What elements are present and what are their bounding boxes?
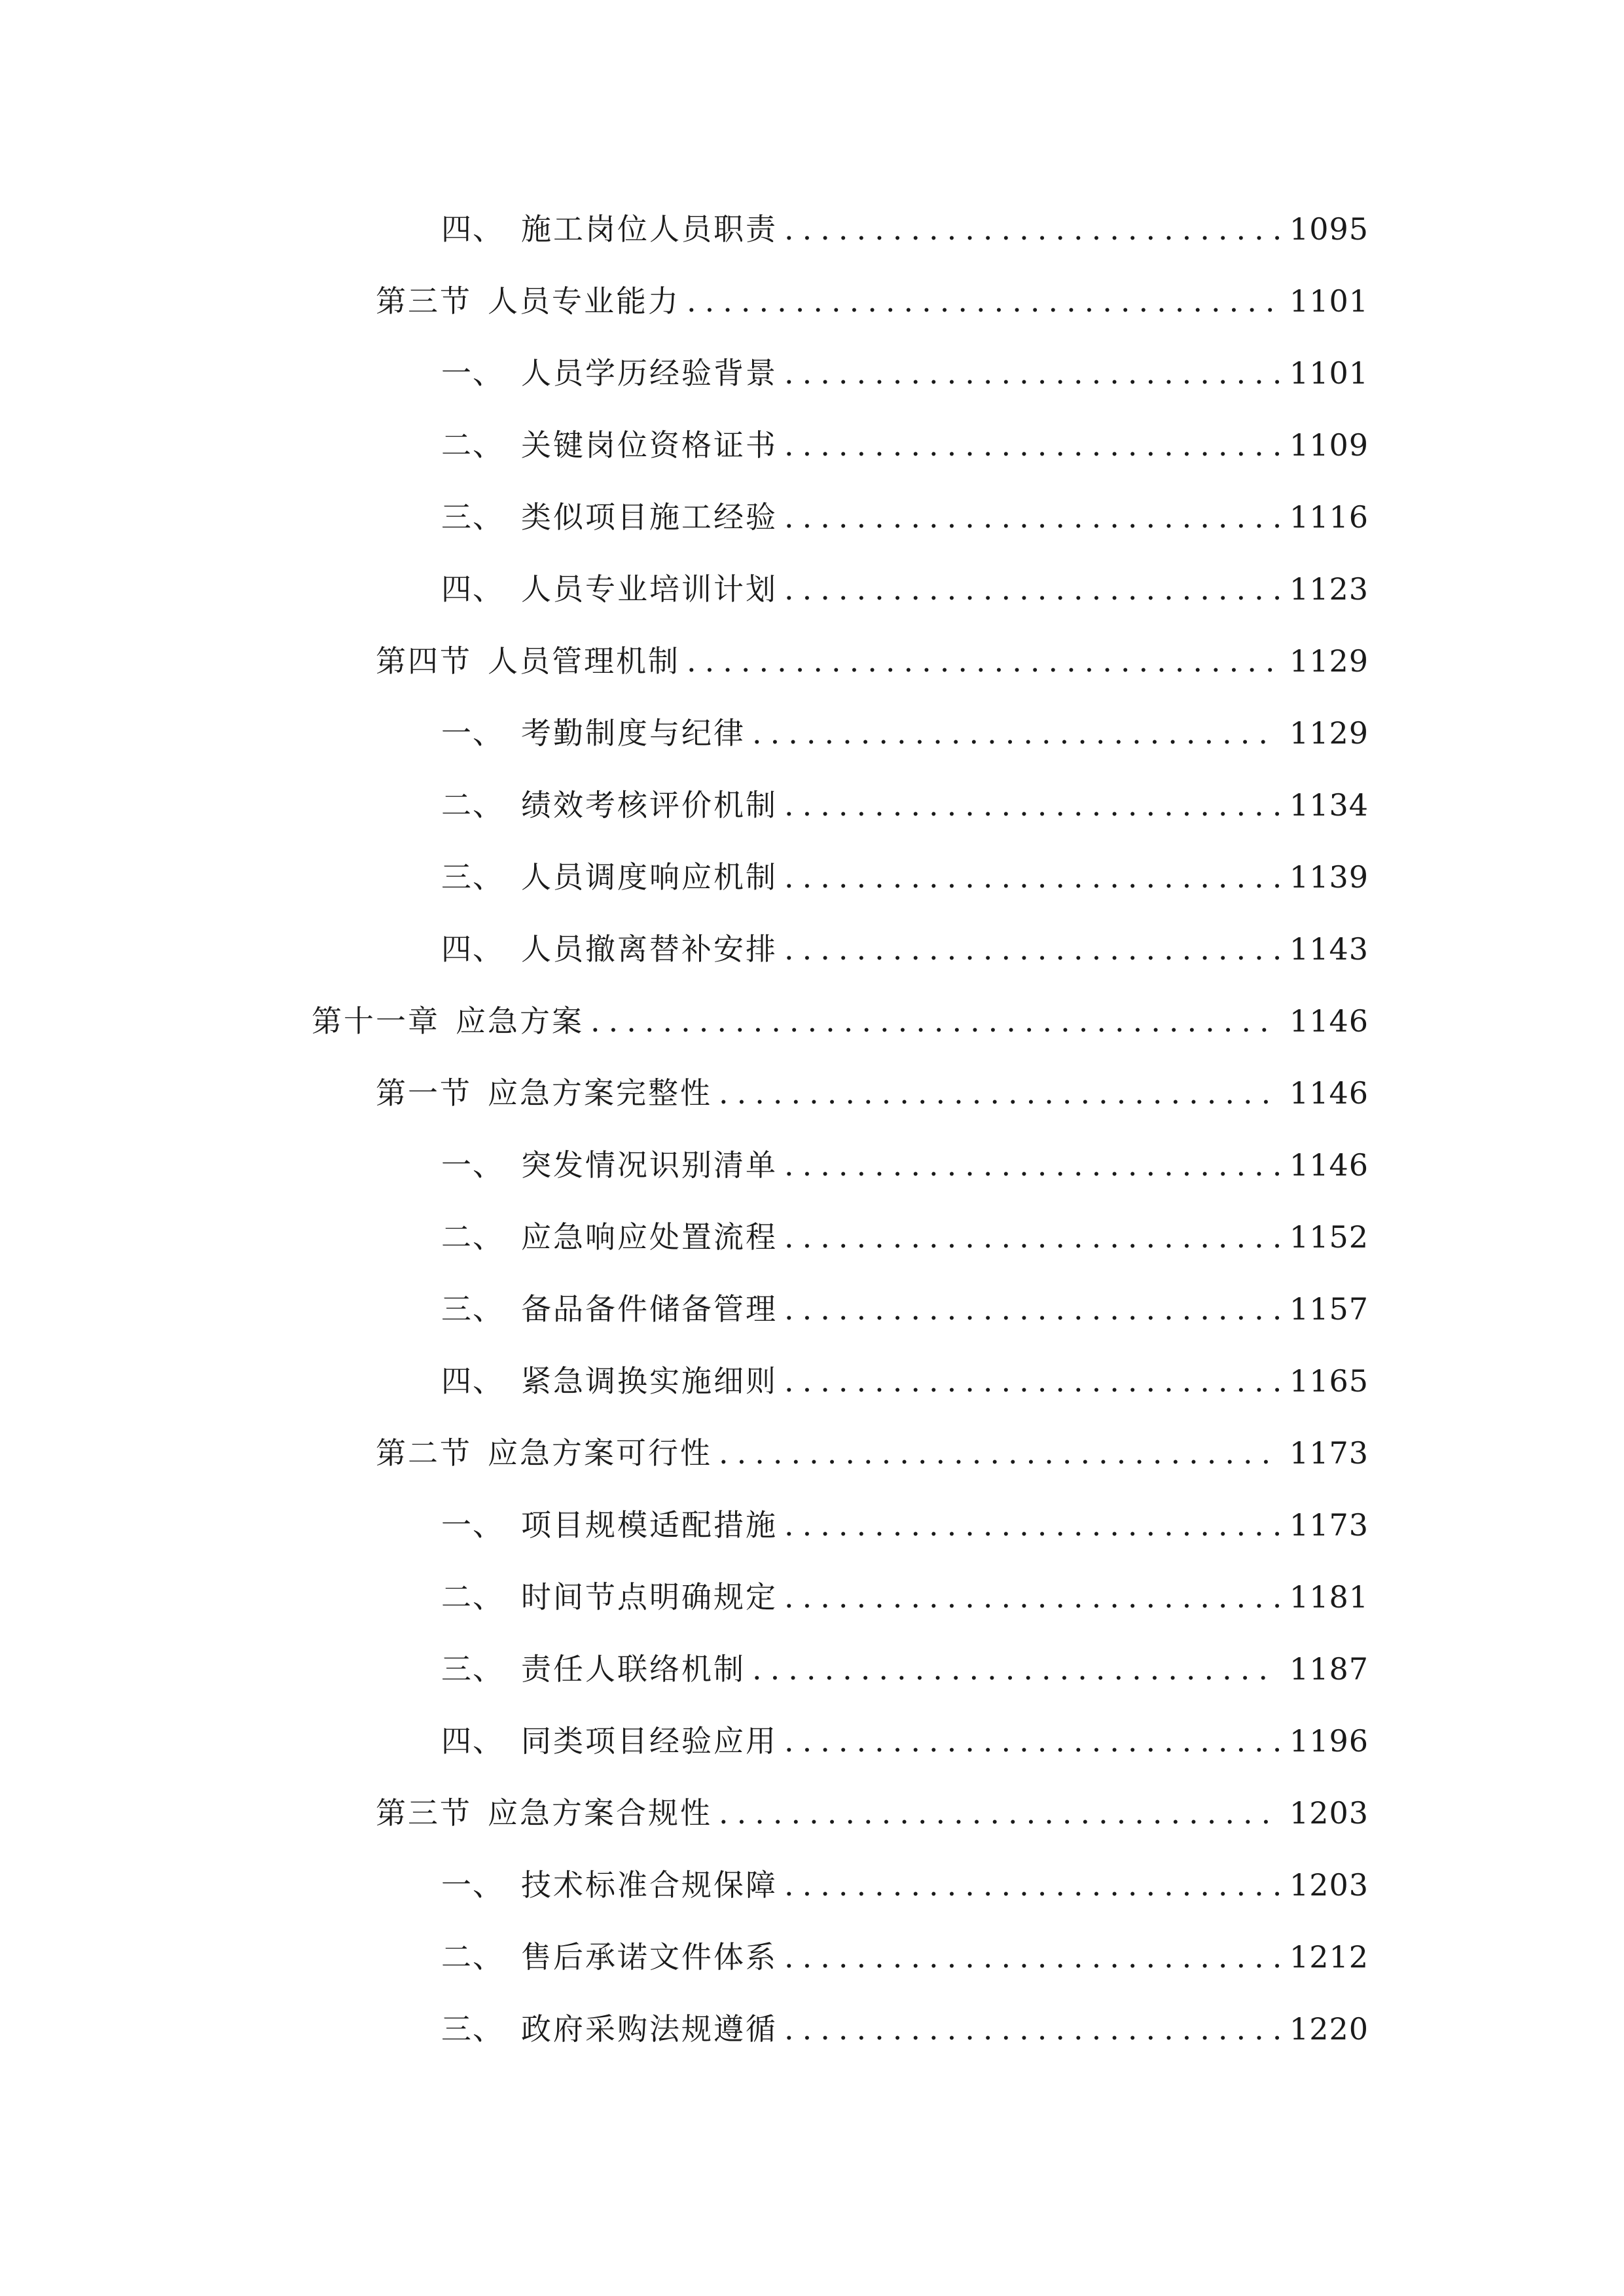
toc-entry-page: 1212 — [1289, 1939, 1369, 1975]
toc-entry[interactable] — [441, 696, 1369, 751]
toc-entry-page: 1146 — [1289, 1075, 1369, 1111]
toc-leader-dots — [784, 1726, 1279, 1756]
toc-entry-title: 绩效考核评价机制 — [521, 787, 778, 823]
toc-leader-dots — [752, 1654, 1279, 1684]
toc-leader-dots — [719, 1438, 1279, 1468]
toc-entry-title: 突发情况识别清单 — [521, 1147, 778, 1183]
toc-entry-page: 1181 — [1289, 1579, 1369, 1615]
toc-entry-page: 1220 — [1289, 2011, 1369, 2047]
toc-entry-number: 一、 — [441, 715, 504, 751]
toc-entry-number: 四、 — [441, 931, 504, 967]
toc-entry-title: 人员管理机制 — [488, 643, 680, 679]
toc-entry[interactable] — [441, 1128, 1369, 1183]
toc-section-label: 第二节 — [376, 1435, 472, 1471]
toc-entry[interactable] — [441, 1848, 1369, 1903]
toc-entry[interactable] — [441, 1992, 1369, 2047]
toc-entry-page: 1146 — [1289, 1147, 1369, 1183]
toc-leader-dots — [784, 1222, 1279, 1252]
toc-entry[interactable] — [441, 1488, 1369, 1543]
toc-chapter-entry[interactable] — [312, 984, 1369, 1039]
toc-entry-page: 1101 — [1289, 283, 1369, 319]
toc-leader-dots — [784, 214, 1279, 244]
toc-entry[interactable] — [441, 480, 1369, 535]
toc-leader-dots — [784, 502, 1279, 532]
toc-entry[interactable] — [441, 1704, 1369, 1759]
toc-entry[interactable] — [441, 408, 1369, 463]
toc-entry-page: 1196 — [1289, 1723, 1369, 1759]
toc-entry-page: 1129 — [1289, 643, 1369, 679]
toc-entry[interactable] — [441, 192, 1369, 247]
toc-entry[interactable] — [441, 1344, 1369, 1399]
toc-entry-number: 二、 — [441, 787, 504, 823]
toc-entry-number: 三、 — [441, 1651, 504, 1687]
toc-entry-title: 人员调度响应机制 — [521, 859, 778, 895]
toc-leader-dots — [752, 718, 1279, 748]
toc-entry-title: 应急响应处置流程 — [521, 1219, 778, 1255]
toc-entry-number: 一、 — [441, 1147, 504, 1183]
toc-entry-number: 四、 — [441, 1723, 504, 1759]
toc-entry-title: 技术标准合规保障 — [521, 1867, 778, 1903]
toc-entry-page: 1187 — [1289, 1651, 1369, 1687]
toc-entry-title: 备品备件储备管理 — [521, 1291, 778, 1327]
toc-chapter-label: 第十一章 — [312, 1003, 440, 1039]
toc-entry-title: 人员学历经验背景 — [521, 355, 778, 391]
toc-entry-page: 1101 — [1289, 355, 1369, 391]
toc-section-label: 第四节 — [376, 643, 472, 679]
toc-entry-number: 三、 — [441, 2011, 504, 2047]
toc-section-entry[interactable] — [376, 624, 1369, 679]
toc-entry[interactable] — [441, 768, 1369, 823]
toc-section-entry[interactable] — [376, 264, 1369, 319]
toc-entry-title: 关键岗位资格证书 — [521, 427, 778, 463]
toc-leader-dots — [687, 646, 1279, 676]
toc-entry-title: 责任人联络机制 — [521, 1651, 746, 1687]
toc-entry-title: 时间节点明确规定 — [521, 1579, 778, 1615]
toc-entry-title: 人员专业培训计划 — [521, 571, 778, 607]
toc-entry-title: 考勤制度与纪律 — [521, 715, 746, 751]
toc-entry-number: 一、 — [441, 355, 504, 391]
toc-entry-title: 项目规模适配措施 — [521, 1507, 778, 1543]
toc-entry[interactable] — [441, 1272, 1369, 1327]
toc-entry-number: 二、 — [441, 1939, 504, 1975]
toc-entry-page: 1203 — [1289, 1795, 1369, 1831]
toc-entry-page: 1165 — [1289, 1363, 1369, 1399]
toc-entry[interactable] — [441, 912, 1369, 967]
toc-entry-title: 同类项目经验应用 — [521, 1723, 778, 1759]
toc-leader-dots — [784, 1870, 1279, 1900]
toc-leader-dots — [784, 862, 1279, 892]
toc-section-label: 第三节 — [376, 1795, 472, 1831]
toc-entry[interactable] — [441, 840, 1369, 895]
toc-section-label: 第一节 — [376, 1075, 472, 1111]
toc-section-entry[interactable] — [376, 1416, 1369, 1471]
toc-entry-title: 应急方案完整性 — [488, 1075, 712, 1111]
toc-entry-number: 三、 — [441, 859, 504, 895]
toc-entry-number: 二、 — [441, 1579, 504, 1615]
toc-entry[interactable] — [441, 1632, 1369, 1687]
toc-entry-page: 1139 — [1289, 859, 1369, 895]
toc-entry-page: 1116 — [1289, 499, 1369, 535]
toc-entry-page: 1129 — [1289, 715, 1369, 751]
toc-leader-dots — [687, 286, 1279, 316]
toc-entry-page: 1134 — [1289, 787, 1369, 823]
toc-entry-number: 二、 — [441, 1219, 504, 1255]
toc-section-entry[interactable] — [376, 1056, 1369, 1111]
toc-leader-dots — [784, 1366, 1279, 1396]
toc-section-entry[interactable] — [376, 1776, 1369, 1831]
toc-entry[interactable] — [441, 1920, 1369, 1975]
toc-entry-page: 1152 — [1289, 1219, 1369, 1255]
toc-entry-page: 1143 — [1289, 931, 1369, 967]
toc-entry-page: 1173 — [1289, 1435, 1369, 1471]
toc-entry-title: 应急方案可行性 — [488, 1435, 712, 1471]
toc-entry-page: 1173 — [1289, 1507, 1369, 1543]
toc-entry-number: 四、 — [441, 211, 504, 247]
toc-entry-number: 二、 — [441, 427, 504, 463]
toc-entry[interactable] — [441, 336, 1369, 391]
toc-entry[interactable] — [441, 1560, 1369, 1615]
toc-entry-title: 施工岗位人员职责 — [521, 211, 778, 247]
toc-leader-dots — [719, 1078, 1279, 1108]
toc-entry-number: 四、 — [441, 571, 504, 607]
toc-leader-dots — [784, 1510, 1279, 1540]
toc-entry-number: 四、 — [441, 1363, 504, 1399]
toc-leader-dots — [784, 1150, 1279, 1180]
toc-entry-number: 三、 — [441, 499, 504, 535]
toc-entry-number: 一、 — [441, 1867, 504, 1903]
toc-section-label: 第三节 — [376, 283, 472, 319]
toc-leader-dots — [590, 1006, 1279, 1036]
toc-entry-title: 类似项目施工经验 — [521, 499, 778, 535]
toc-entry[interactable] — [441, 552, 1369, 607]
toc-entry-title: 应急方案合规性 — [488, 1795, 712, 1831]
toc-leader-dots — [784, 2014, 1279, 2044]
toc-leader-dots — [784, 1942, 1279, 1972]
toc-entry-title: 售后承诺文件体系 — [521, 1939, 778, 1975]
toc-entry-page: 1123 — [1289, 571, 1369, 607]
toc-entry-title: 应急方案 — [456, 1003, 584, 1039]
toc-entry-number: 一、 — [441, 1507, 504, 1543]
toc-leader-dots — [784, 1294, 1279, 1324]
toc-leader-dots — [784, 1582, 1279, 1612]
toc-entry-page: 1157 — [1289, 1291, 1369, 1327]
toc-leader-dots — [784, 790, 1279, 820]
toc-entry-title: 人员专业能力 — [488, 283, 680, 319]
toc-entry-title: 政府采购法规遵循 — [521, 2011, 778, 2047]
toc-entry-title: 紧急调换实施细则 — [521, 1363, 778, 1399]
toc-entry-page: 1203 — [1289, 1867, 1369, 1903]
toc-leader-dots — [784, 358, 1279, 388]
toc-entry-title: 人员撤离替补安排 — [521, 931, 778, 967]
toc-leader-dots — [784, 430, 1279, 460]
toc-entry-page: 1095 — [1289, 211, 1369, 247]
toc-entry-number: 三、 — [441, 1291, 504, 1327]
toc-leader-dots — [719, 1798, 1279, 1828]
toc-entry-page: 1109 — [1289, 427, 1369, 463]
toc-leader-dots — [784, 934, 1279, 964]
toc-leader-dots — [784, 574, 1279, 604]
toc-entry[interactable] — [441, 1200, 1369, 1255]
toc-entry-page: 1146 — [1289, 1003, 1369, 1039]
